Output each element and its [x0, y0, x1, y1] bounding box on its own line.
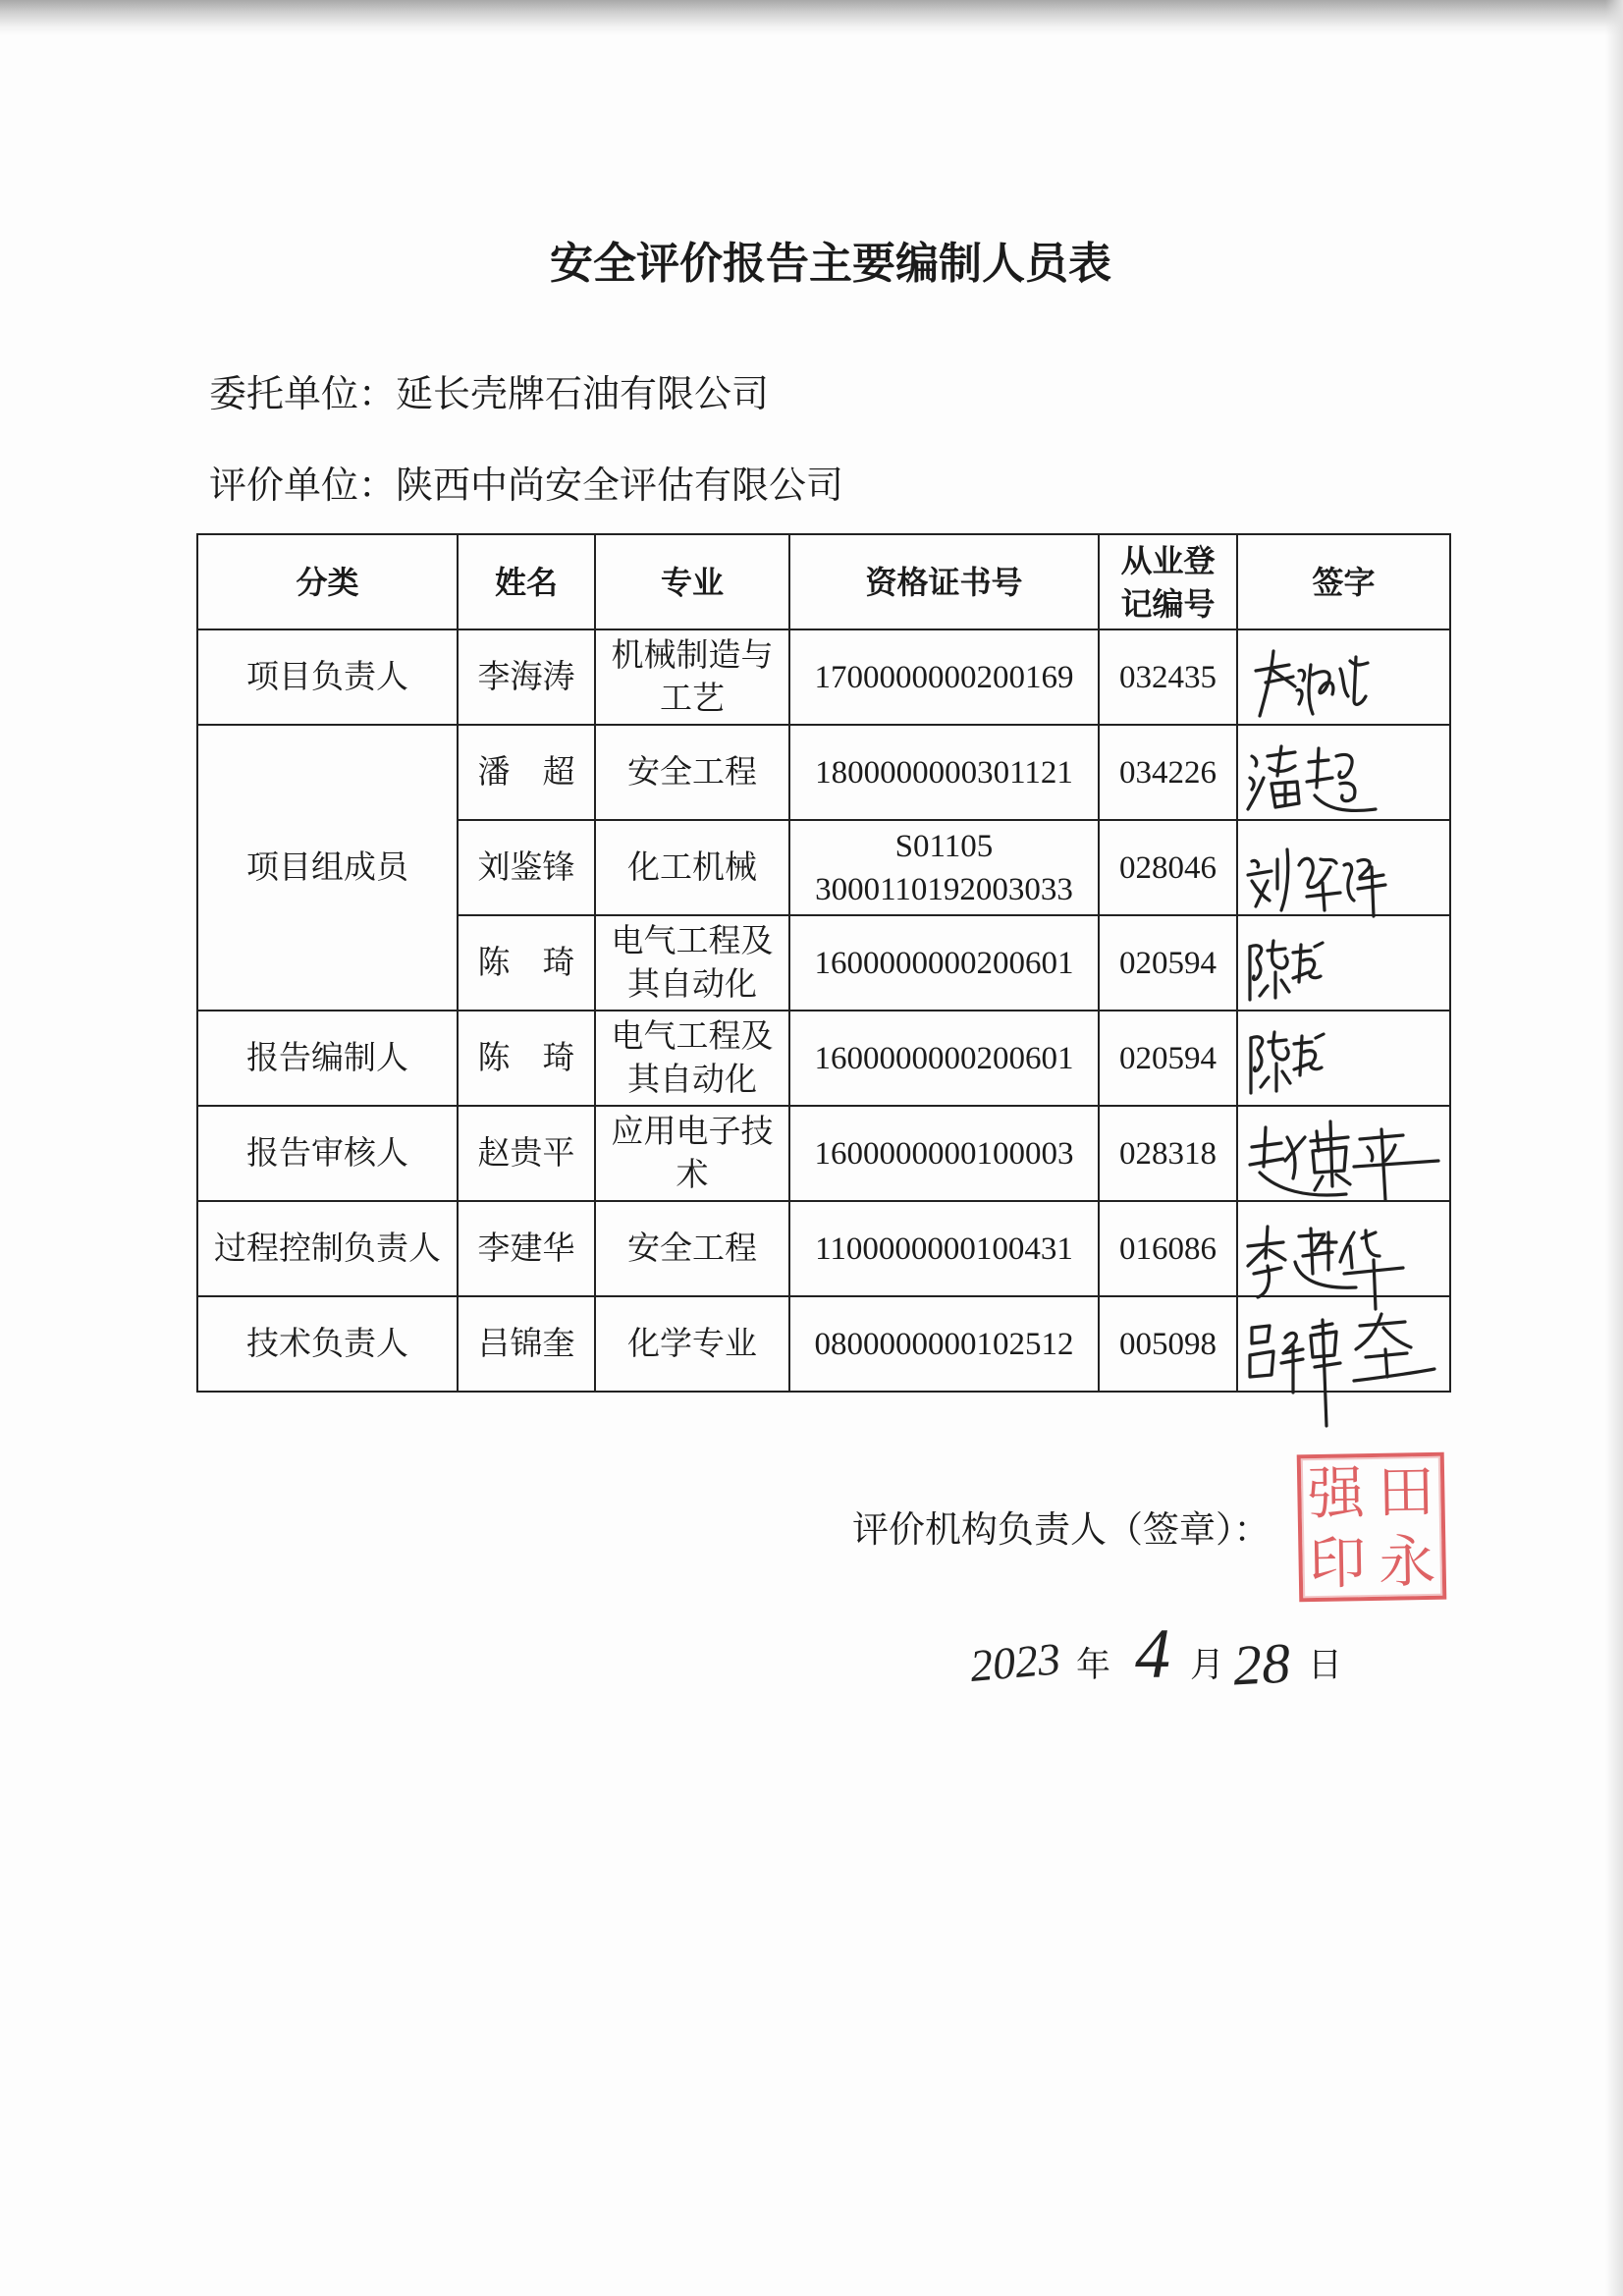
cell-signature [1237, 1201, 1450, 1296]
signature-stroke [1307, 778, 1332, 782]
date-day-unit: 日 [1308, 1646, 1343, 1684]
cell-category: 技术负责人 [197, 1296, 458, 1392]
table-row [197, 1011, 1450, 1106]
signature-stroke [1336, 755, 1352, 778]
signature-box [1238, 822, 1449, 913]
signature-box [1238, 1203, 1449, 1294]
cell-specialty: 电气工程及其自动化 [595, 1011, 789, 1106]
signature-stroke [1269, 1040, 1286, 1042]
signature-stroke [1372, 867, 1374, 916]
cell-specialty: 应用电子技术 [595, 1106, 789, 1201]
signature-zhao-guiping [1238, 1108, 1449, 1199]
seal-char-bottom-right: 永 [1378, 1527, 1436, 1596]
signature-stroke [1323, 1320, 1326, 1426]
cell-name: 吕锦奎 [458, 1296, 595, 1392]
table-row [197, 1296, 1450, 1392]
signature-stroke [1315, 943, 1323, 947]
signature-stroke [1344, 864, 1354, 901]
signature-stroke [1340, 669, 1348, 696]
cell-cert-no: 1800000000301121 [789, 725, 1099, 820]
seal-char-top-right: 田 [1377, 1457, 1435, 1526]
header-specialty: 专业 [595, 534, 789, 629]
cell-signature [1237, 1106, 1450, 1201]
cell-category: 项目负责人 [197, 629, 458, 725]
table-row [197, 1106, 1450, 1201]
cell-name: 刘鉴锋 [458, 820, 595, 915]
evaluator-label: 评价单位： [209, 465, 397, 507]
signer-label: 评价机构负责人（签章）： [852, 1510, 1271, 1551]
signature-box [1238, 1108, 1449, 1199]
signature-box [1238, 631, 1449, 723]
cell-category: 过程控制负责人 [197, 1201, 458, 1296]
signature-stroke [1260, 986, 1268, 996]
signature-stroke [1285, 1333, 1296, 1351]
signature-stroke [1250, 1351, 1273, 1377]
table-header-row [197, 534, 1450, 629]
signature-stroke [1350, 1246, 1352, 1268]
cell-signature [1237, 820, 1450, 915]
official-seal [1297, 1452, 1447, 1603]
header-reg-no: 从业登记编号 [1099, 534, 1237, 629]
signature-lv-jinkui [1238, 1298, 1449, 1390]
page-title: 安全评价报告主要编制人员表 [550, 239, 1111, 289]
signature-stroke [1252, 1143, 1281, 1147]
signature-stroke [1300, 1036, 1302, 1075]
signature-stroke [1383, 1328, 1411, 1347]
signature-stroke [1356, 1314, 1381, 1349]
signature-stroke [1248, 1248, 1266, 1266]
table-row [197, 725, 1450, 820]
signature-stroke [1315, 1363, 1340, 1367]
signature-li-jianhua [1238, 1203, 1449, 1294]
signature-stroke [1248, 778, 1264, 809]
cell-specialty: 化工机械 [595, 820, 789, 915]
cell-reg-no: 034226 [1099, 725, 1237, 820]
date-day: 28 [1231, 1630, 1292, 1698]
signature-stroke [1313, 672, 1333, 694]
signature-stroke [1248, 871, 1271, 875]
signature-stroke [1336, 1175, 1350, 1184]
signature-stroke [1385, 1349, 1387, 1377]
cell-reg-no: 005098 [1099, 1296, 1237, 1392]
signature-stroke [1281, 980, 1289, 992]
cell-specialty: 化学专业 [595, 1296, 789, 1392]
cell-reg-no: 028046 [1099, 820, 1237, 915]
signature-chen-qi-2 [1238, 1012, 1449, 1104]
header-name: 姓名 [458, 534, 595, 629]
cell-specialty: 安全工程 [595, 1201, 789, 1296]
signature-stroke [1256, 881, 1268, 906]
signature-stroke [1315, 795, 1376, 810]
signature-stroke [1281, 849, 1288, 910]
cell-reg-no: 016086 [1099, 1201, 1237, 1296]
signature-stroke [1330, 1121, 1332, 1186]
client-value: 延长壳牌石油有限公司 [396, 374, 770, 415]
signature-stroke [1252, 860, 1259, 867]
cell-cert-no: 1600000000100003 [789, 1106, 1099, 1201]
table-row [197, 629, 1450, 725]
signature-stroke [1250, 946, 1262, 980]
cell-reg-no: 020594 [1099, 1011, 1237, 1106]
scan-edge-right [1605, 0, 1623, 2296]
client-line [209, 372, 769, 417]
signature-stroke [1350, 661, 1368, 665]
client-label: 委托单位： [209, 374, 397, 415]
signature-stroke [1340, 783, 1355, 800]
signature-stroke [1271, 941, 1287, 968]
cell-signature [1237, 629, 1450, 725]
signature-box [1238, 1012, 1449, 1104]
signature-stroke [1354, 1161, 1438, 1167]
signature-stroke [1360, 1322, 1405, 1326]
cell-reg-no: 032435 [1099, 629, 1237, 725]
signature-stroke [1261, 1077, 1269, 1087]
cell-category: 报告审核人 [197, 1106, 458, 1201]
signature-stroke [1268, 949, 1285, 951]
cell-name: 李建华 [458, 1201, 595, 1296]
cell-cert-no: 0800000000102512 [789, 1296, 1099, 1392]
signature-stroke [1272, 1032, 1288, 1060]
signature-stroke [1313, 1147, 1346, 1173]
signature-stroke [1323, 883, 1325, 910]
signature-stroke [1297, 690, 1302, 704]
cell-signature [1237, 1296, 1450, 1392]
table-row [197, 1201, 1450, 1296]
signature-stroke [1316, 1034, 1324, 1038]
signature-box [1238, 917, 1449, 1009]
cell-signature [1237, 1011, 1450, 1106]
header-signature: 签字 [1237, 534, 1450, 629]
date-month-unit: 月 [1190, 1646, 1225, 1684]
signature-stroke [1321, 859, 1336, 863]
signature-stroke [1266, 1227, 1268, 1258]
signature-stroke [1368, 1147, 1373, 1161]
signature-stroke [1299, 670, 1305, 681]
signature-stroke [1354, 1369, 1434, 1381]
signature-stroke [1315, 1176, 1323, 1190]
signature-stroke [1309, 665, 1313, 714]
cell-specialty: 电气工程及其自动化 [595, 915, 789, 1011]
signature-box [1238, 727, 1449, 818]
cell-reg-no: 028318 [1099, 1106, 1237, 1201]
staff-table [196, 533, 1451, 1393]
signature-stroke [1299, 858, 1330, 887]
signature-li-haitao [1238, 631, 1449, 723]
signature-stroke [1270, 1250, 1285, 1260]
date-year: 2023 [967, 1633, 1063, 1691]
signature-stroke [1252, 756, 1257, 766]
date-month: 4 [1135, 1614, 1170, 1693]
evaluator-value: 陕西中尚安全评估有限公司 [396, 465, 844, 507]
cell-specialty: 机械制造与工艺 [595, 629, 789, 725]
signature-box [1238, 1298, 1449, 1390]
cell-cert-no: 1100000000100431 [789, 1201, 1099, 1296]
scan-edge-top [0, 0, 1623, 35]
cell-cert-no: 1600000000200601 [789, 915, 1099, 1011]
signature-stroke [1282, 1071, 1290, 1083]
signature-stroke [1250, 778, 1254, 790]
signature-chen-qi [1238, 917, 1449, 1009]
signature-stroke [1251, 1037, 1263, 1071]
cell-signature [1237, 915, 1450, 1011]
cell-name: 赵贵平 [458, 1106, 595, 1201]
evaluator-line [209, 464, 843, 509]
cell-specialty: 安全工程 [595, 725, 789, 820]
signature-stroke [1362, 1232, 1376, 1238]
date-year-unit: 年 [1076, 1646, 1111, 1684]
seal-char-bottom-left: 印 [1308, 1528, 1367, 1597]
header-category: 分类 [197, 534, 458, 629]
cell-name: 陈 琦 [458, 915, 595, 1011]
signature-stroke [1381, 1129, 1385, 1200]
cell-reg-no: 020594 [1099, 915, 1237, 1011]
cell-cert-no: 1600000000200601 [789, 1011, 1099, 1106]
signature-stroke [1250, 1159, 1283, 1165]
cell-cert-no: S01105 3000110192003033 [789, 820, 1099, 915]
signature-stroke [1270, 766, 1295, 772]
signature-liu-jianfeng [1238, 822, 1449, 913]
signature-stroke [1311, 1229, 1313, 1274]
header-cert-no: 资格证书号 [789, 534, 1099, 629]
signature-stroke [1358, 859, 1370, 877]
signature-pan-chao [1238, 727, 1449, 818]
seal-char-top-left: 强 [1307, 1458, 1366, 1527]
cell-name: 李海涛 [458, 629, 595, 725]
signature-stroke [1385, 1145, 1395, 1161]
cell-name: 陈 琦 [458, 1011, 595, 1106]
cell-category: 报告编制人 [197, 1011, 458, 1106]
cell-cert-no: 1700000000200169 [789, 629, 1099, 725]
cell-signature [1237, 725, 1450, 820]
cell-name: 潘 超 [458, 725, 595, 820]
signature-stroke [1252, 1326, 1270, 1343]
cell-category: 项目组成员 [197, 725, 458, 1011]
